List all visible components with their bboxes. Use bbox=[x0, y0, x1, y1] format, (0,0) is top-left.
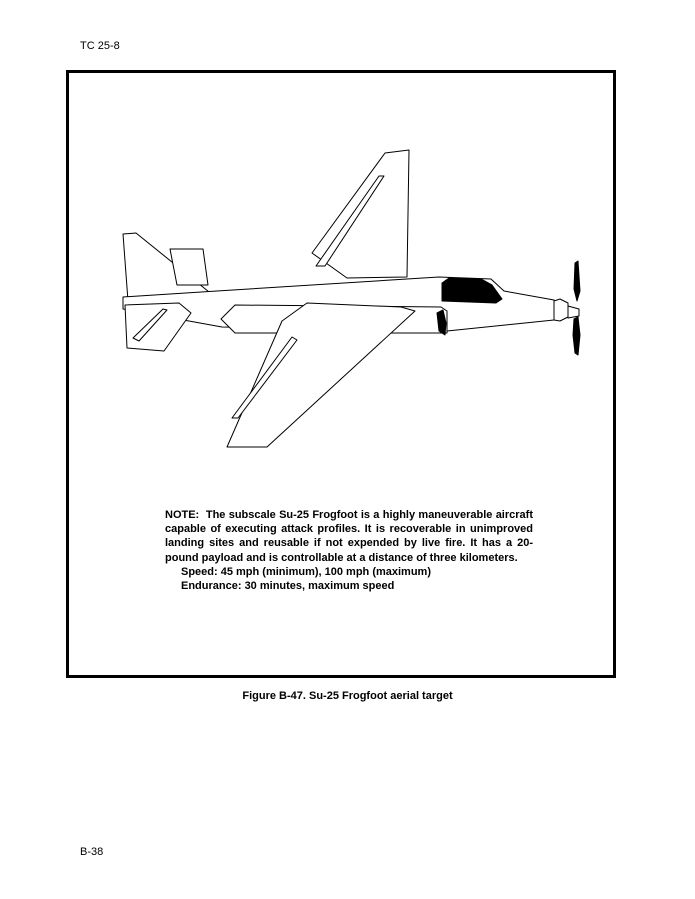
note-paragraph bbox=[165, 508, 533, 565]
note-body: The subscale Su-25 Frogfoot is a highly maneuverable aircraft capable of executing attack profiles. It is recoverable in unimproved landing sites and reusable if not expended by live fire. It has a 20-pound payload and is controllable at a distance of three kilometers. bbox=[165, 509, 533, 564]
nose-cone bbox=[554, 299, 568, 321]
note-block bbox=[165, 508, 533, 593]
propeller-upper-blade bbox=[574, 261, 580, 301]
propeller-lower-blade bbox=[573, 317, 580, 355]
prop-spinner bbox=[568, 306, 579, 318]
page-number: B-38 bbox=[80, 846, 104, 858]
su25-aircraft-illustration bbox=[69, 73, 613, 503]
note-speed: Speed: 45 mph (minimum), 100 mph (maximum) bbox=[181, 565, 431, 578]
page-header-doc-id: TC 25-8 bbox=[80, 40, 120, 52]
note-endurance: Endurance: 30 minutes, maximum speed bbox=[181, 580, 395, 593]
figure-frame bbox=[66, 70, 616, 678]
figure-caption: Figure B-47. Su-25 Frogfoot aerial target bbox=[242, 690, 453, 702]
note-label: NOTE: bbox=[165, 509, 200, 521]
horizontal-stabilizer bbox=[125, 303, 191, 351]
dorsal-fairing bbox=[170, 249, 208, 285]
